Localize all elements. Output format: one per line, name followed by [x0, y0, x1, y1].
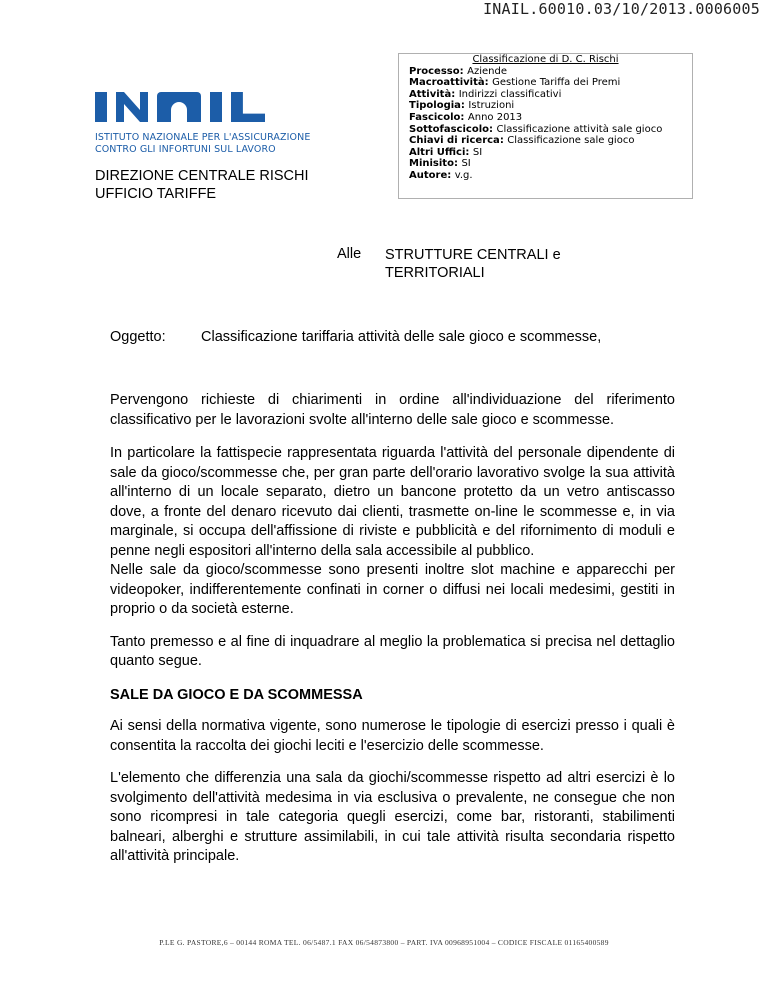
- classification-row: Chiavi di ricerca: Classificazione sale gioco: [409, 135, 635, 147]
- classification-row: Altri Uffici: SI: [409, 146, 483, 158]
- classification-value: Classificazione sale gioco: [507, 135, 635, 147]
- sender-department: [95, 167, 309, 203]
- classification-row: Processo: Aziende: [409, 65, 507, 77]
- classification-row: Sottofascicolo: Classificazione attività sale gioco: [409, 123, 663, 135]
- sender-line-1: DIREZIONE CENTRALE RISCHI: [95, 168, 309, 184]
- paragraph: Ai sensi della normativa vigente, sono numerose le tipologie di esercizi presso i quali è consentita la raccolta dei giochi leciti e l'esercizio delle scommesse.: [110, 718, 675, 754]
- inail-logo: [95, 92, 315, 155]
- classification-value: v.g.: [454, 169, 473, 181]
- paragraph: Pervengono richieste di chiarimenti in ordine all'individuazione del riferimento classificativo per le lavorazioni svolte all'interno delle sale gioco e scommesse.: [110, 392, 675, 428]
- logo-letter-n-icon: [116, 92, 148, 122]
- classification-key: Attività: [409, 88, 452, 100]
- page-footer: P.LE G. PASTORE,6 – 00144 ROMA TEL. 06/5487.1 FAX 06/54873800 – PART. IVA 00968951004 – CODICE FISCALE 01165400589: [159, 938, 609, 947]
- recipient-line-1: STRUTTURE CENTRALI e: [385, 247, 561, 263]
- classification-box: [398, 53, 693, 199]
- classification-row: Fascicolo: Anno 2013: [409, 111, 523, 123]
- subject-label: Oggetto:: [110, 329, 166, 345]
- recipient-label: Alle: [337, 246, 362, 262]
- logo-letter-a-icon: [157, 92, 201, 122]
- classification-key: Autore: [409, 169, 448, 181]
- classification-value: Aziende: [467, 65, 507, 77]
- classification-key: Sottofascicolo: [409, 123, 490, 135]
- classification-key: Tipologia: [409, 100, 461, 112]
- section-heading: SALE DA GIOCO E DA SCOMMESSA: [110, 686, 363, 703]
- paragraph: L'elemento che differenzia una sala da giochi/scommesse rispetto ad altri esercizi è lo svolgimento dell'attività medesima in via esclusiva o prevalente, ne consegue che non sono ricompresi in tale categoria quegli esercizi, come bar, ristoranti, stabilimenti balneari, alberghi e strutture assimilabili, in cui tale attività risulta secondaria rispetto all'attività principale.: [110, 770, 675, 864]
- paragraph: Nelle sale da gioco/scommesse sono presenti inoltre slot machine e apparecchi per videopoker, indifferentemente confinati in corner o diffusi nei locali medesimi, gestiti in proprio o da società esterne.: [110, 562, 675, 617]
- classification-key: Fascicolo: [409, 111, 461, 123]
- logo-letter-i-icon: [95, 92, 107, 122]
- classification-key: Minisito: [409, 158, 454, 170]
- subject-text: Classificazione tariffaria attività delle sale gioco e scommesse,: [201, 329, 602, 345]
- paragraph: Tanto premesso e al fine di inquadrare al meglio la problematica si precisa nel dettaglio quanto segue.: [110, 633, 675, 669]
- logo-tagline-line-2: CONTRO GLI INFORTUNI SUL LAVORO: [95, 143, 276, 155]
- logo-tagline: [95, 132, 315, 155]
- classification-row: Minisito: SI: [409, 158, 471, 170]
- classification-value: Istruzioni: [468, 100, 515, 112]
- inail-logo-mark: [95, 92, 315, 122]
- recipient-address: [385, 246, 561, 282]
- logo-letter-l-icon: [231, 92, 265, 122]
- classification-value: Gestione Tariffa dei Premi: [492, 77, 621, 89]
- letter-body: [110, 391, 675, 878]
- classification-value: Anno 2013: [467, 111, 523, 123]
- logo-letter-i-icon: [210, 92, 222, 122]
- classification-row: Tipologia: Istruzioni: [409, 100, 515, 112]
- classification-value: SI: [472, 146, 483, 158]
- classification-title: Classificazione di D. C. Rischi: [472, 54, 619, 65]
- sender-line-2: UFFICIO TARIFFE: [95, 186, 217, 202]
- classification-row: Attività: Indirizzi classificativi: [409, 88, 562, 100]
- classification-key: Macroattività: [409, 77, 485, 89]
- logo-tagline-line-1: ISTITUTO NAZIONALE PER L'ASSICURAZIONE: [95, 132, 311, 143]
- paragraph: In particolare la fattispecie rappresentata riguarda l'attività del personale dipendente di sale da gioco/scommesse che, per gran parte dell'orario lavorativo svolge la sua attività all'interno di un locale separato, dietro un bancone protetto da un vetro antiscasso dove, a fronte del denaro ricevuto dai clienti, trasmette on-line le scommesse e, in via marginale, si occupa dell'affissione di riviste e pubblicità e del rifornimento di moduli e penne negli espositori all'interno della sala accessibile al pubblico.: [110, 445, 675, 559]
- classification-row: Autore: v.g.: [409, 169, 473, 181]
- classification-value: Classificazione attività sale gioco: [496, 123, 663, 135]
- classification-key: Altri Uffici: [409, 146, 466, 158]
- classification-value: SI: [461, 158, 471, 170]
- classification-row: Macroattività: Gestione Tariffa dei Premi: [409, 77, 621, 89]
- classification-key: Chiavi di ricerca: [409, 135, 500, 147]
- protocol-number: INAIL.60010.03/10/2013.0006005: [483, 0, 760, 18]
- recipient-line-2: TERRITORIALI: [385, 265, 485, 281]
- classification-key: Processo: [409, 65, 460, 77]
- classification-value: Indirizzi classificativi: [458, 88, 562, 100]
